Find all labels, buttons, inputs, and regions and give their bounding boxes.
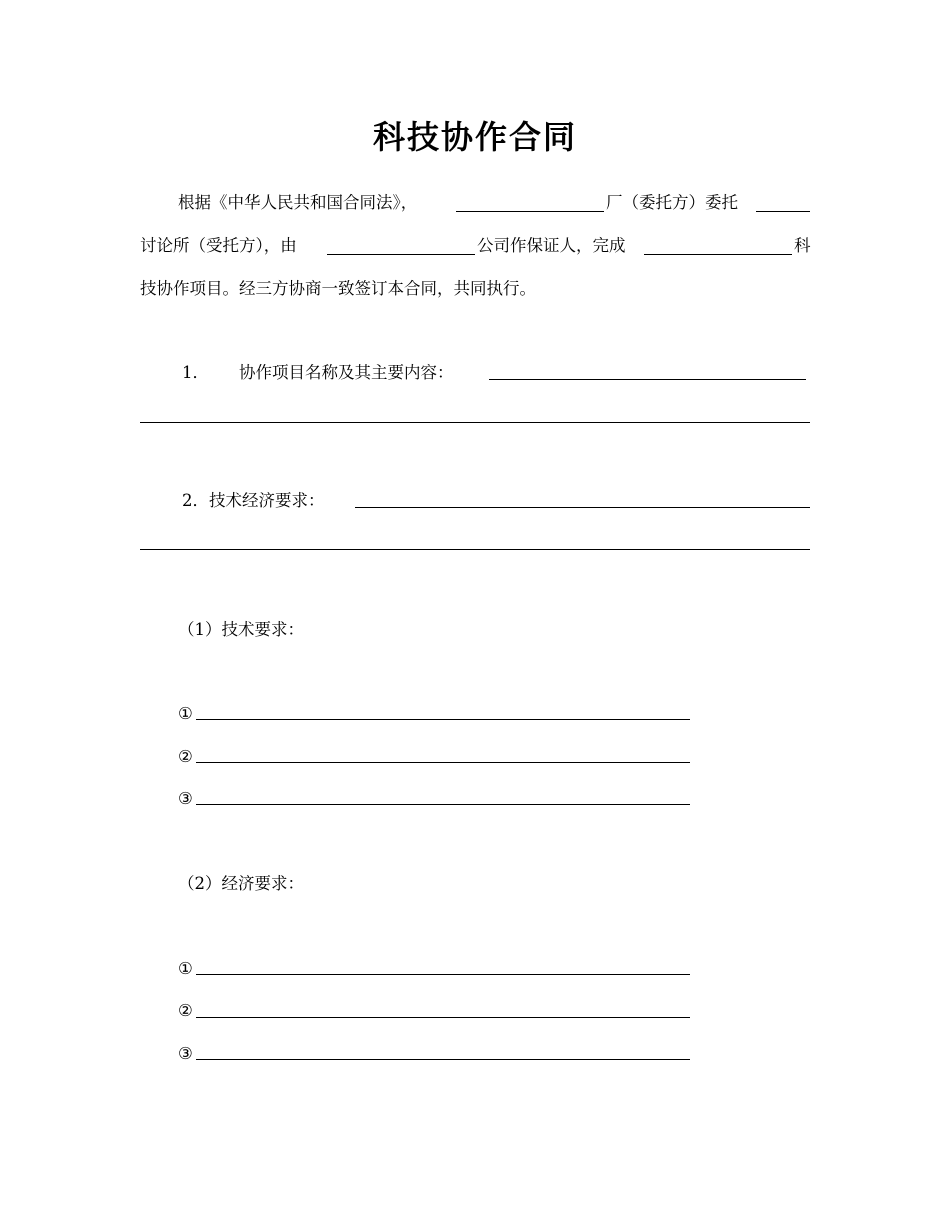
tech-item-1-marker: ① bbox=[178, 704, 193, 723]
tech-heading: （1）技术要求： bbox=[178, 620, 304, 639]
tech-item-3-marker: ③ bbox=[178, 789, 193, 808]
document-title: 科技协作合同 bbox=[372, 118, 577, 156]
tech-item-2-marker: ② bbox=[178, 747, 193, 766]
econ-heading: （2）经济要求： bbox=[178, 874, 304, 893]
intro-text-1a: 根据《中华人民共和国合同法》， bbox=[178, 193, 418, 212]
section1-label: 协作项目名称及其主要内容： bbox=[239, 363, 454, 382]
econ-item-1-marker: ① bbox=[178, 959, 193, 978]
econ-item-2-blank[interactable] bbox=[196, 1017, 690, 1018]
econ-item-2-marker: ② bbox=[178, 1001, 193, 1020]
section1-number: 1． bbox=[182, 363, 209, 382]
tech-item-2-blank[interactable] bbox=[196, 762, 690, 763]
section2-label: 2．技术经济要求： bbox=[182, 491, 325, 510]
econ-item-1-blank[interactable] bbox=[196, 974, 690, 975]
section2-blank-1[interactable] bbox=[355, 507, 810, 508]
intro-text-2b: 公司作保证人，完成 bbox=[477, 236, 626, 255]
factory-blank[interactable] bbox=[456, 211, 604, 212]
project-blank[interactable] bbox=[644, 254, 792, 255]
section2-blank-2[interactable] bbox=[140, 549, 810, 550]
tech-item-1-blank[interactable] bbox=[196, 719, 690, 720]
section1-blank-1[interactable] bbox=[489, 379, 806, 380]
intro-text-2a: 讨论所（受托方），由 bbox=[140, 236, 297, 255]
intro-text-3: 技协作项目。经三方协商一致签订本合同，共同执行。 bbox=[140, 279, 536, 298]
econ-item-3-blank[interactable] bbox=[196, 1059, 690, 1060]
econ-item-3-marker: ③ bbox=[178, 1044, 193, 1063]
intro-text-1b: 厂（委托方）委托 bbox=[606, 193, 738, 212]
tech-item-3-blank[interactable] bbox=[196, 804, 690, 805]
institute-blank[interactable] bbox=[756, 211, 810, 212]
guarantor-blank[interactable] bbox=[327, 254, 475, 255]
intro-text-2c: 科 bbox=[794, 236, 811, 255]
section1-blank-2[interactable] bbox=[140, 422, 810, 423]
